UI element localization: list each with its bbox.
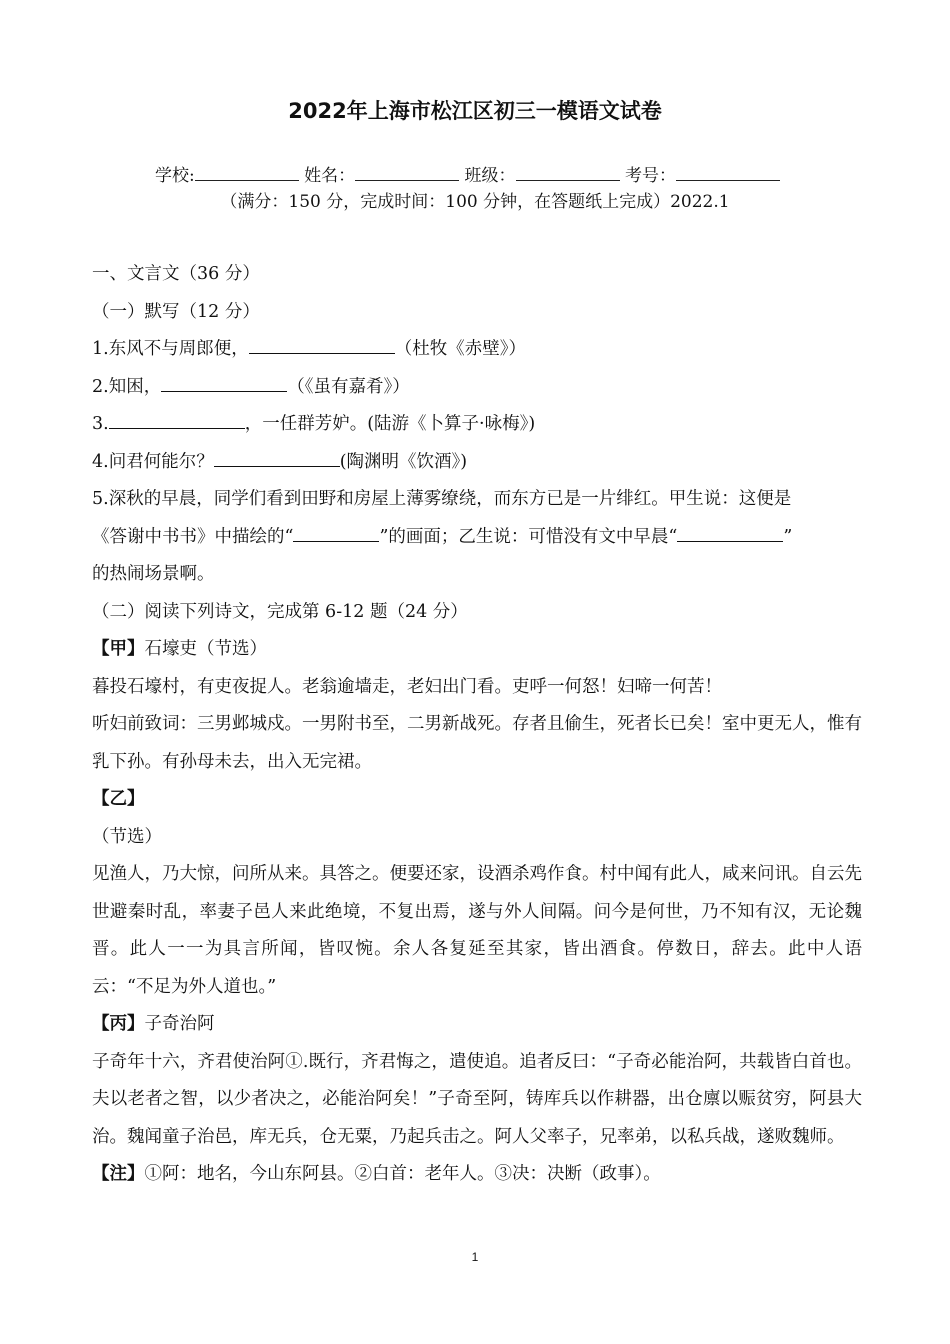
q3-text: ，一任群芳妒。(陆游《卜算子·咏梅》) <box>244 414 536 434</box>
q3-number: 3. <box>92 414 109 434</box>
name-blank[interactable] <box>355 164 459 181</box>
class-blank[interactable] <box>516 164 620 181</box>
question-5-line-2 <box>92 519 862 557</box>
passage-bing-header <box>92 1006 862 1044</box>
question-5-line-3: 的热闹场景啊。 <box>92 564 215 584</box>
question-5-line-1: 5.深秋的早晨，同学们看到田野和房屋上薄雾缭绕，而东方已是一片绯红。甲生说：这便是 <box>92 489 792 509</box>
answer-blank[interactable] <box>109 408 245 429</box>
passage-jia-line-1: 暮投石壕村，有吏夜捉人。老翁逾墙走，老妇出门看。吏呼一何怒！妇啼一何苦！ <box>92 676 722 697</box>
answer-blank[interactable] <box>293 521 379 542</box>
exam-note: （满分：150 分，完成时间：100 分钟，在答题纸上完成）2022.1 <box>220 192 730 212</box>
q5-text-b: ”的画面；乙生说：可惜没有文中早晨“ <box>379 526 678 547</box>
passage-jia-header <box>92 631 862 669</box>
q2-text: 2.知困， <box>92 376 162 397</box>
passage-yi-subtitle: （节选） <box>92 826 162 847</box>
question-1 <box>92 331 862 369</box>
answer-blank[interactable] <box>249 333 395 354</box>
question-3 <box>92 406 862 444</box>
passage-jia-mark: 【甲】 <box>92 639 145 659</box>
question-4 <box>92 444 862 482</box>
passage-yi-header: 【乙】 <box>92 789 145 809</box>
q2-source: （《虽有嘉肴》） <box>287 376 410 397</box>
part-heading: （二）阅读下列诗文，完成第 6-12 题（24 分） <box>92 601 468 622</box>
name-label: 姓名： <box>304 166 356 186</box>
footnote <box>92 1156 862 1194</box>
q5-text-a: 《答谢中书书》中描绘的“ <box>92 526 294 547</box>
answer-blank[interactable] <box>161 371 287 392</box>
passage-jia-title: 石壕吏（节选） <box>144 639 267 659</box>
q1-source: （杜牧《赤壁》） <box>394 339 526 359</box>
footnote-mark: 【注】 <box>92 1164 145 1184</box>
class-label: 班级： <box>464 166 516 186</box>
number-blank[interactable] <box>676 164 780 181</box>
q4-source: (陶渊明《饮酒》) <box>339 451 468 472</box>
student-info-line <box>155 164 815 188</box>
q5-text-c: ” <box>783 526 793 547</box>
passage-bing-mark: 【丙】 <box>92 1014 145 1034</box>
passage-bing-title: 子奇治阿 <box>144 1014 215 1034</box>
answer-blank[interactable] <box>214 446 340 467</box>
passage-yi-paragraph: 见渔人，乃大惊，问所从来。具答之。便要还家，设酒杀鸡作食。村中闻有此人，咸来问讯。自云先世避秦时乱，率妻子邑人来此绝境，不复出焉，遂与外人间隔。问今是何世，乃不知有汉，无论魏晋。此人一一为具言所闻，皆叹惋。余人各复延至其家，皆出酒食。停数日，辞去。此中人语云：“不足为外人道也。” <box>92 864 862 997</box>
number-label: 考号： <box>624 166 676 186</box>
page-title: 2022年上海市松江区初三一模语文试卷 <box>288 99 662 123</box>
footnote-text: ①阿：地名，今山东阿县。②白首：老年人。③决：决断（政事）。 <box>144 1164 661 1184</box>
school-blank[interactable] <box>195 164 299 181</box>
exam-content <box>92 256 862 1194</box>
section-heading: 一、文言文（36 分） <box>92 264 260 284</box>
q4-text: 4.问君何能尔？ <box>92 451 214 472</box>
part-heading: （一）默写（12 分） <box>92 301 260 322</box>
page-number: 1 <box>471 1250 479 1264</box>
passage-jia-paragraph-2: 听妇前致词：三男邺城戍。一男附书至，二男新战死。存者且偷生，死者长已矣！室中更无人，惟有乳下孙。有孙母未去，出入无完裙。 <box>92 714 862 772</box>
passage-bing-paragraph: 子奇年十六，齐君使治阿①.既行，齐君悔之，遣使追。追者反曰：“子奇必能治阿，共载皆白首也。夫以老者之智，以少者决之，必能治阿矣！”子奇至阿，铸库兵以作耕器，出仓廪以赈贫穷，阿县大治。魏闻童子治邑，库无兵，仓无粟，乃起兵击之。阿人父率子，兄率弟，以私兵战，遂败魏师。 <box>92 1051 862 1147</box>
answer-blank[interactable] <box>677 521 783 542</box>
question-2 <box>92 369 862 407</box>
school-label: 学校: <box>155 166 195 186</box>
q1-text: 1.东风不与周郎便， <box>92 339 249 359</box>
